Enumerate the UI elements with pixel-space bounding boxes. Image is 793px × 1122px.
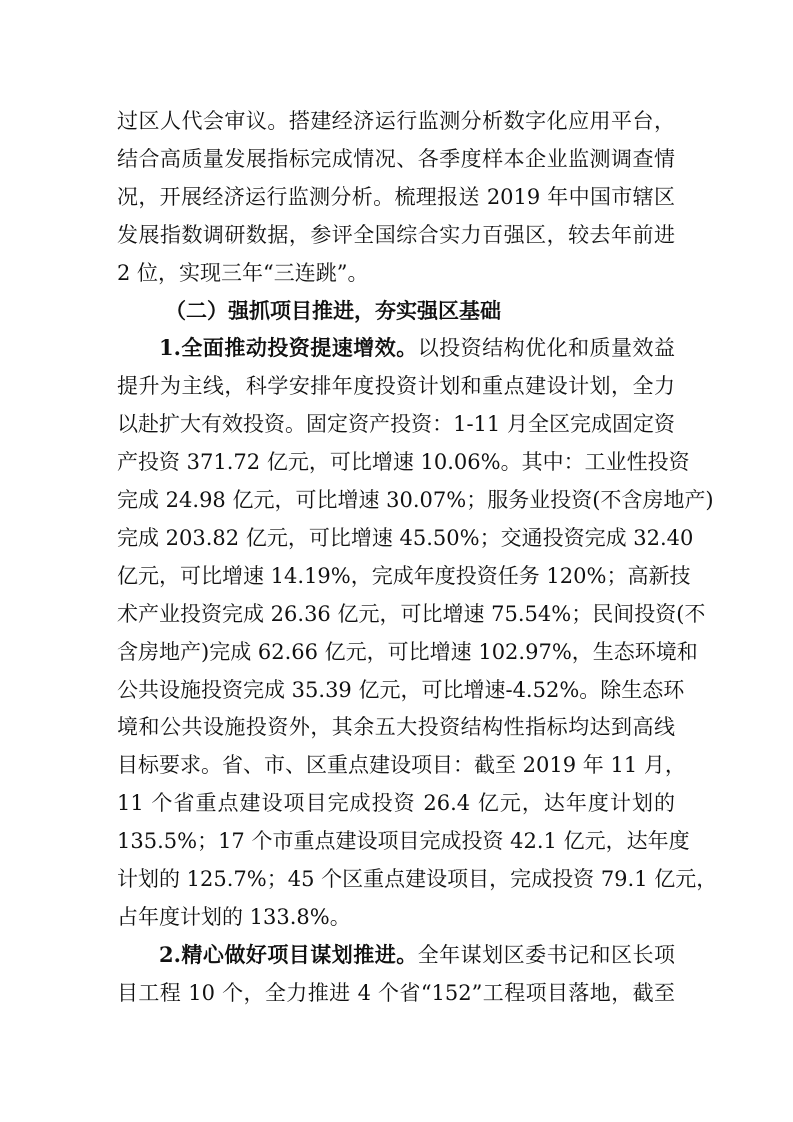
text-line xyxy=(117,639,698,665)
text-line xyxy=(117,980,675,1006)
bold-lead: 1.全面推动投资提速增效。 xyxy=(159,335,418,361)
line-text: 术产业投资完成 26.36 亿元，可比增速 75.54%；民间投资(不 xyxy=(117,601,706,626)
line-text: 结合高质量发展指标完成情况、各季度样本企业监测调查情 xyxy=(117,146,675,171)
text-line xyxy=(117,790,675,816)
bold-lead: 2.精心做好项目谋划推进。 xyxy=(159,941,418,967)
text-line xyxy=(117,260,369,286)
section-heading xyxy=(165,298,501,324)
text-line xyxy=(117,677,685,703)
text-line xyxy=(117,828,690,854)
line-text: 目工程 10 个，全力推进 4 个省“152”工程项目落地，截至 xyxy=(117,980,675,1005)
line-text: 含房地产)完成 62.66 亿元，可比增速 102.97%，生态环境和 xyxy=(117,639,698,664)
text-line xyxy=(117,601,706,627)
line-text: 以投资结构优化和质量效益 xyxy=(417,336,676,361)
line-text: 11 个省重点建设项目完成投资 26.4 亿元，达年度计划的 xyxy=(117,791,675,816)
line-text: 目标要求。省、市、区重点建设项目：截至 2019 年 11 月， xyxy=(117,753,686,778)
line-text: 公共设施投资完成 35.39 亿元，可比增速-4.52%。除生态环 xyxy=(117,677,685,702)
text-line xyxy=(117,411,675,437)
text-line xyxy=(117,449,690,475)
line-text: 计划的 125.7%；45 个区重点建设项目，完成投资 79.1 亿元， xyxy=(117,867,718,891)
line-text: 全年谋划区委书记和区长项 xyxy=(417,942,676,967)
line-text: 况，开展经济运行监测分析。梳理报送 2019 年中国市辖区 xyxy=(117,184,675,209)
line-text: 占年度计划的 133.8%。 xyxy=(117,904,351,929)
text-line xyxy=(159,335,675,361)
text-line xyxy=(117,563,691,589)
text-line xyxy=(117,714,675,740)
line-text: 过区人代会审议。搭建经济运行监测分析数字化应用平台， xyxy=(117,109,675,133)
line-text: 以赴扩大有效投资。固定资产投资：1-11 月全区完成固定资 xyxy=(117,412,675,437)
text-line xyxy=(117,525,694,551)
text-line xyxy=(117,108,675,134)
line-text: 产投资 371.72 亿元，可比增速 10.06%。其中：工业性投资 xyxy=(117,450,690,475)
text-line xyxy=(117,222,675,248)
text-line xyxy=(117,373,675,399)
text-line xyxy=(117,904,351,930)
line-text: 发展指数调研数据，参评全国综合实力百强区，较去年前进 xyxy=(117,222,675,247)
bold-lead: （二）强抓项目推进，夯实强区基础 xyxy=(165,297,501,323)
text-line xyxy=(117,752,686,778)
line-text: 2 位，实现三年“三连跳”。 xyxy=(117,260,369,285)
text-line xyxy=(117,487,714,513)
line-text: 境和公共设施投资外，其余五大投资结构性指标均达到高线 xyxy=(117,715,675,740)
text-line xyxy=(159,942,675,968)
line-text: 完成 203.82 亿元，可比增速 45.50%；交通投资完成 32.40 xyxy=(117,525,694,550)
line-text: 完成 24.98 亿元，可比增速 30.07%；服务业投资(不含房地产) xyxy=(117,488,714,512)
line-text: 亿元，可比增速 14.19%，完成年度投资任务 120%；高新技 xyxy=(117,563,691,588)
text-line xyxy=(117,866,718,892)
text-line xyxy=(117,184,675,210)
text-line xyxy=(117,146,675,172)
line-text: 135.5%；17 个市重点建设项目完成投资 42.1 亿元，达年度 xyxy=(117,829,690,854)
line-text: 提升为主线，科学安排年度投资计划和重点建设计划，全力 xyxy=(117,374,675,399)
